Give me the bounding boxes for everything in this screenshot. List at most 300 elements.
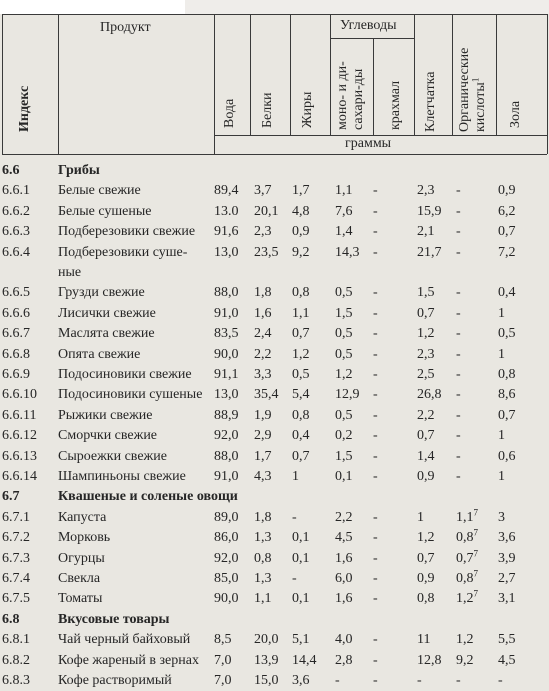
cell-starch-text: - xyxy=(373,407,378,423)
cell-ash xyxy=(498,466,505,487)
cell-mono xyxy=(335,670,340,691)
cell-mono xyxy=(335,323,353,344)
cell-fiber xyxy=(417,650,442,671)
cell-mono-text: 1,6 xyxy=(335,550,353,566)
cell-fat-text: 5,1 xyxy=(292,632,310,648)
cell-starch xyxy=(373,425,378,446)
cell-protein xyxy=(254,405,272,426)
cell-name xyxy=(58,201,152,222)
cell-mono-text: 12,9 xyxy=(335,387,360,403)
cell-organic xyxy=(456,384,461,405)
vline-6 xyxy=(373,38,374,135)
cell-organic xyxy=(456,507,478,528)
cell-starch-text: - xyxy=(373,387,378,403)
cell-idx xyxy=(2,425,37,446)
cell-protein-text: 3,7 xyxy=(254,183,272,199)
cell-fat-text: 4,8 xyxy=(292,203,310,219)
cell-mono-text: 1,5 xyxy=(335,305,353,321)
cell-organic-text: 1,2 xyxy=(456,632,474,648)
cell-ash-text: 3,9 xyxy=(498,550,516,566)
cell-organic xyxy=(456,548,478,569)
cell-fiber-text: 0,7 xyxy=(417,550,435,566)
cell-ash xyxy=(498,568,516,589)
cell-idx xyxy=(2,405,36,426)
cell-starch-text: - xyxy=(373,530,378,546)
table-row xyxy=(0,221,549,242)
cell-idx xyxy=(2,221,30,242)
cell-organic-text: 0,7 xyxy=(456,550,474,566)
table-row xyxy=(0,323,549,344)
header-organic-2-text: кислоты xyxy=(473,82,488,132)
cell-starch xyxy=(373,364,378,385)
cell-protein xyxy=(254,527,272,548)
cell-fiber-text: 26,8 xyxy=(417,387,442,403)
vline-2 xyxy=(214,14,215,154)
cell-water-text: 88,0 xyxy=(214,285,239,301)
table-row xyxy=(0,303,549,324)
header-starch: крахмал xyxy=(388,80,403,130)
cell-ash-text: 1 xyxy=(498,346,505,362)
cell-fiber xyxy=(417,323,435,344)
cell-starch xyxy=(373,242,378,263)
cell-starch-text: - xyxy=(373,632,378,648)
cell-idx-text: 6.6.7 xyxy=(2,326,30,342)
cell-protein-text: 20,0 xyxy=(254,632,279,648)
table-row xyxy=(0,507,549,528)
cell-fiber-text: 1,2 xyxy=(417,530,435,546)
cell-protein xyxy=(254,242,279,263)
cell-mono xyxy=(335,548,353,569)
cell-name xyxy=(58,344,140,365)
cell-fiber xyxy=(417,588,435,609)
cell-idx xyxy=(2,670,30,691)
cell-fat-text: 0,1 xyxy=(292,530,310,546)
table-row xyxy=(0,527,549,548)
cell-idx xyxy=(2,446,37,467)
cell-organic-text: 9,2 xyxy=(456,652,474,668)
cell-idx-text: 6.8.3 xyxy=(2,673,30,688)
cell-idx-text: 6.6.8 xyxy=(2,346,30,362)
cell-protein-text: 1,3 xyxy=(254,530,272,546)
cell-water xyxy=(214,282,239,303)
cell-water xyxy=(214,548,239,569)
cell-fiber xyxy=(417,242,442,263)
table-row xyxy=(0,364,549,385)
cell-ash-text: 0,6 xyxy=(498,448,516,464)
cell-starch xyxy=(373,466,378,487)
cell-mono xyxy=(335,303,353,324)
cell-ash xyxy=(498,405,516,426)
cell-idx xyxy=(2,588,30,609)
cell-mono xyxy=(335,384,360,405)
cell-name-text: Сморчки свежие xyxy=(58,428,158,444)
cell-starch xyxy=(373,303,378,324)
cell-water xyxy=(214,466,239,487)
header-organic-sup: 1 xyxy=(470,77,481,83)
cell-idx-text: 6.7.3 xyxy=(2,550,30,566)
cell-starch xyxy=(373,180,378,201)
cell-protein-text: 13,9 xyxy=(254,652,279,668)
cell-organic-text: - xyxy=(456,448,461,464)
cell-organic-sup: 7 xyxy=(473,547,478,558)
cell-starch xyxy=(373,446,378,467)
cell-protein-text: 2,4 xyxy=(254,326,272,342)
table-row xyxy=(0,242,549,263)
cell-name-text: Рыжики свежие xyxy=(58,407,153,423)
cell-mono xyxy=(335,466,353,487)
cell-organic xyxy=(456,527,478,548)
cell-mono xyxy=(335,344,353,365)
cell-water-text: 7,0 xyxy=(214,673,232,688)
cell-starch xyxy=(373,568,378,589)
cell-starch-text: - xyxy=(373,224,378,240)
cell-ash xyxy=(498,221,516,242)
cell-water-text: 13,0 xyxy=(214,387,239,403)
cell-organic-sup: 7 xyxy=(473,507,478,518)
cell-name xyxy=(58,486,238,507)
cell-mono-text: 7,6 xyxy=(335,203,353,219)
vline-10 xyxy=(547,14,548,154)
cell-fat-text: 1,2 xyxy=(292,346,310,362)
cell-organic xyxy=(456,629,474,650)
cell-ash xyxy=(498,303,505,324)
cell-organic xyxy=(456,201,461,222)
cell-fat-text: 0,7 xyxy=(292,326,310,342)
cell-idx-text: 6.6.13 xyxy=(2,448,37,464)
cell-mono xyxy=(335,507,353,528)
cell-protein xyxy=(254,507,272,528)
header-water: Вода xyxy=(222,98,237,128)
cell-idx-text: 6.6.10 xyxy=(2,387,37,403)
cell-ash xyxy=(498,242,516,263)
cell-mono-text: 1,6 xyxy=(335,591,353,607)
cell-fat xyxy=(292,446,310,467)
cell-mono-text: 2,2 xyxy=(335,509,353,525)
cell-organic xyxy=(456,303,461,324)
cell-name-text: Шампиньоны свежие xyxy=(58,469,186,484)
cell-organic-text: - xyxy=(456,244,461,260)
cell-organic xyxy=(456,588,478,609)
cell-protein-text: 1,3 xyxy=(254,571,272,586)
table-row xyxy=(0,650,549,671)
cell-water-text: 92,0 xyxy=(214,550,239,566)
cell-starch-text: - xyxy=(373,591,378,607)
cell-protein-text: 1,1 xyxy=(254,591,272,607)
cell-starch xyxy=(373,527,378,548)
cell-fat xyxy=(292,670,310,691)
cell-mono xyxy=(335,282,353,303)
cell-name-text: Грибы xyxy=(58,163,100,178)
cell-idx xyxy=(2,507,30,528)
cell-name-text: Подберезовики свежие xyxy=(58,224,196,240)
header-bottom-line xyxy=(2,154,547,155)
cell-protein xyxy=(254,344,272,365)
cell-ash xyxy=(498,670,503,691)
cell-fat-text: 0,4 xyxy=(292,428,310,444)
cell-protein xyxy=(254,650,279,671)
cell-fiber-text: 12,8 xyxy=(417,652,442,668)
cell-organic-text: - xyxy=(456,469,461,484)
cell-name xyxy=(58,262,81,283)
cell-organic-sup: 7 xyxy=(473,527,478,538)
cell-name xyxy=(58,221,195,242)
cell-ash xyxy=(498,650,516,671)
cell-name xyxy=(58,242,187,263)
cell-name-text: Опята свежие xyxy=(58,346,141,362)
cell-protein xyxy=(254,180,272,201)
cell-ash-text: - xyxy=(498,673,503,688)
cell-name-text: Чай черный байховый xyxy=(58,632,191,648)
cell-fat xyxy=(292,242,310,263)
vline-3 xyxy=(250,14,251,135)
cell-fat-text: 0,8 xyxy=(292,285,310,301)
cell-name-text: Белые свежие xyxy=(58,183,141,199)
cell-name-text: Кофе жареный в зернах xyxy=(58,652,199,668)
cell-water xyxy=(214,588,239,609)
cell-organic xyxy=(456,344,461,365)
cell-ash xyxy=(498,201,516,222)
cell-idx-text: 6.6.1 xyxy=(2,183,30,199)
cell-fat xyxy=(292,201,310,222)
cell-protein xyxy=(254,670,279,691)
cell-starch-text: - xyxy=(373,203,378,219)
cell-organic xyxy=(456,568,478,589)
cell-ash-text: 8,6 xyxy=(498,387,516,403)
cell-idx xyxy=(2,242,30,263)
cell-starch-text: - xyxy=(373,428,378,444)
cell-protein-text: 15,0 xyxy=(254,673,279,688)
cell-mono-text: 0,5 xyxy=(335,346,353,362)
cell-protein-text: 1,8 xyxy=(254,285,272,301)
top-strip-white xyxy=(0,0,185,14)
table-row xyxy=(0,568,549,589)
cell-idx xyxy=(2,364,30,385)
header-top-line xyxy=(2,14,547,15)
cell-water xyxy=(214,507,239,528)
cell-name-text: Квашеные и соленые овощи xyxy=(58,489,238,505)
cell-idx-text: 6.7.5 xyxy=(2,591,30,607)
cell-idx xyxy=(2,201,30,222)
cell-fiber-text: 21,7 xyxy=(417,244,442,260)
cell-mono xyxy=(335,446,353,467)
cell-fiber-text: 0,7 xyxy=(417,305,435,321)
header-product: Продукт xyxy=(100,20,151,35)
cell-name xyxy=(58,466,186,487)
section-row xyxy=(0,609,549,630)
cell-organic xyxy=(456,466,461,487)
cell-organic xyxy=(456,670,461,691)
cell-starch-text: - xyxy=(373,367,378,382)
cell-mono-text: 1,1 xyxy=(335,183,353,199)
cell-fiber-text: 2,1 xyxy=(417,224,435,240)
cell-organic xyxy=(456,323,461,344)
cell-water-text: 91,0 xyxy=(214,305,239,321)
header-grams: граммы xyxy=(345,136,392,151)
cell-name xyxy=(58,384,202,405)
cell-water xyxy=(214,446,239,467)
cell-protein xyxy=(254,282,272,303)
cell-mono-text: 0,2 xyxy=(335,428,353,444)
section-row xyxy=(0,160,549,181)
cell-water-text: 90,0 xyxy=(214,346,239,362)
cell-idx-text: 6.6.9 xyxy=(2,367,30,382)
cell-idx-text: 6.6.11 xyxy=(2,407,37,423)
cell-idx-text: 6.6.3 xyxy=(2,224,30,240)
cell-idx-text: 6.8 xyxy=(2,611,20,627)
cell-name xyxy=(58,160,100,181)
cell-idx xyxy=(2,650,30,671)
cell-water-text: 13.0 xyxy=(214,203,239,219)
cell-name xyxy=(58,670,172,691)
cell-water-text: 85,0 xyxy=(214,571,239,586)
cell-water-text: 91,1 xyxy=(214,367,239,382)
cell-idx-text: 6.8.2 xyxy=(2,652,30,668)
cell-ash-text: 4,5 xyxy=(498,652,516,668)
cell-idx-text: 6.7.4 xyxy=(2,571,30,586)
cell-fat-text: 0,1 xyxy=(292,550,310,566)
cell-protein xyxy=(254,221,272,242)
cell-organic-text: - xyxy=(456,183,461,199)
cell-fiber-text: 2,3 xyxy=(417,346,435,362)
cell-idx xyxy=(2,303,30,324)
cell-name-text: Огурцы xyxy=(58,550,105,566)
cell-name-text: Кофе растворимый xyxy=(58,673,172,688)
cell-name xyxy=(58,446,167,467)
table-row xyxy=(0,548,549,569)
cell-organic-text: - xyxy=(456,407,461,423)
cell-name xyxy=(58,323,155,344)
cell-idx-text: 6.6.14 xyxy=(2,469,37,484)
cell-name-text: Маслята свежие xyxy=(58,326,155,342)
cell-starch xyxy=(373,405,378,426)
cell-name-text: Подосиновики сушеные xyxy=(58,387,203,403)
cell-mono xyxy=(335,364,353,385)
cell-fat-text: 0,1 xyxy=(292,591,310,607)
cell-fiber xyxy=(417,180,435,201)
cell-name-text: Вкусовые товары xyxy=(58,611,170,627)
cell-idx-text: 6.6.12 xyxy=(2,428,37,444)
cell-organic-text: - xyxy=(456,305,461,321)
cell-water-text: 86,0 xyxy=(214,530,239,546)
cell-ash xyxy=(498,364,516,385)
cell-water xyxy=(214,670,232,691)
cell-mono xyxy=(335,180,353,201)
cell-fat-text: 5,4 xyxy=(292,387,310,403)
cell-organic-text: 0,8 xyxy=(456,530,474,546)
table-row xyxy=(0,446,549,467)
cell-water-text: 92,0 xyxy=(214,428,239,444)
cell-name-text: Томаты xyxy=(58,591,103,607)
cell-water xyxy=(214,384,239,405)
cell-organic-text: - xyxy=(456,367,461,382)
cell-water xyxy=(214,568,239,589)
cell-organic-text: - xyxy=(456,428,461,444)
cell-fat-text: 0,7 xyxy=(292,448,310,464)
cell-protein-text: 3,3 xyxy=(254,367,272,382)
cell-water-text: 88,0 xyxy=(214,448,239,464)
cell-mono-text: 4,5 xyxy=(335,530,353,546)
cell-fiber-text: 2,3 xyxy=(417,183,435,199)
cell-water xyxy=(214,221,239,242)
cell-ash-text: 2,7 xyxy=(498,571,516,586)
header-ash: Зола xyxy=(508,100,523,128)
vline-7 xyxy=(414,14,415,135)
cell-name-text: Свекла xyxy=(58,571,101,586)
table-row xyxy=(0,262,549,283)
cell-protein-text: 1,7 xyxy=(254,448,272,464)
vline-1 xyxy=(58,14,59,154)
cell-fat xyxy=(292,344,310,365)
cell-name-text: Сыроежки свежие xyxy=(58,448,167,464)
header-carbs: Углеводы xyxy=(340,18,397,33)
cell-organic-text: - xyxy=(456,285,461,301)
cell-idx xyxy=(2,344,30,365)
cell-name xyxy=(58,527,110,548)
vline-9 xyxy=(496,14,497,135)
cell-starch-text: - xyxy=(373,244,378,260)
cell-idx xyxy=(2,323,30,344)
cell-fat xyxy=(292,568,297,589)
cell-ash xyxy=(498,507,505,528)
cell-starch xyxy=(373,507,378,528)
cell-name-text: ные xyxy=(58,265,82,280)
cell-idx xyxy=(2,180,30,201)
cell-fiber xyxy=(417,303,435,324)
cell-starch-text: - xyxy=(373,183,378,199)
cell-mono xyxy=(335,629,353,650)
cell-ash-text: 0,7 xyxy=(498,224,516,240)
cell-idx-text: 6.7.1 xyxy=(2,509,30,525)
cell-ash-text: 0,7 xyxy=(498,407,516,423)
cell-ash-text: 3,6 xyxy=(498,530,516,546)
cell-organic-sup: 7 xyxy=(473,568,478,579)
cell-water xyxy=(214,242,239,263)
cell-ash-text: 5,5 xyxy=(498,632,516,648)
cell-idx-text: 6.7 xyxy=(2,489,20,505)
table-row xyxy=(0,405,549,426)
cell-protein xyxy=(254,629,279,650)
cell-protein xyxy=(254,588,272,609)
cell-fat-text: 9,2 xyxy=(292,244,310,260)
cell-fiber-text: 1,5 xyxy=(417,285,435,301)
cell-starch-text: - xyxy=(373,448,378,464)
cell-water-text: 90,0 xyxy=(214,591,239,607)
cell-organic xyxy=(456,282,461,303)
cell-starch xyxy=(373,588,378,609)
cell-starch xyxy=(373,548,378,569)
cell-name-text: Лисички свежие xyxy=(58,305,156,321)
cell-protein xyxy=(254,201,279,222)
cell-fat xyxy=(292,650,317,671)
cell-water-text: 89,4 xyxy=(214,183,239,199)
cell-starch xyxy=(373,650,378,671)
table-row xyxy=(0,201,549,222)
cell-mono xyxy=(335,405,353,426)
cell-protein-text: 2,3 xyxy=(254,224,272,240)
cell-protein-text: 20,1 xyxy=(254,203,279,219)
cell-mono-text: 0,5 xyxy=(335,407,353,423)
cell-organic-text: - xyxy=(456,673,461,688)
cell-protein-text: 2,2 xyxy=(254,346,272,362)
cell-mono xyxy=(335,527,353,548)
cell-starch-text: - xyxy=(373,652,378,668)
cell-name xyxy=(58,650,199,671)
cell-ash-text: 1 xyxy=(498,305,505,321)
cell-protein-text: 35,4 xyxy=(254,387,279,403)
header-fiber: Клетчатка xyxy=(423,71,438,132)
cell-name-text: Подосиновики свежие xyxy=(58,367,192,382)
cell-idx-text: 6.6 xyxy=(2,163,20,178)
